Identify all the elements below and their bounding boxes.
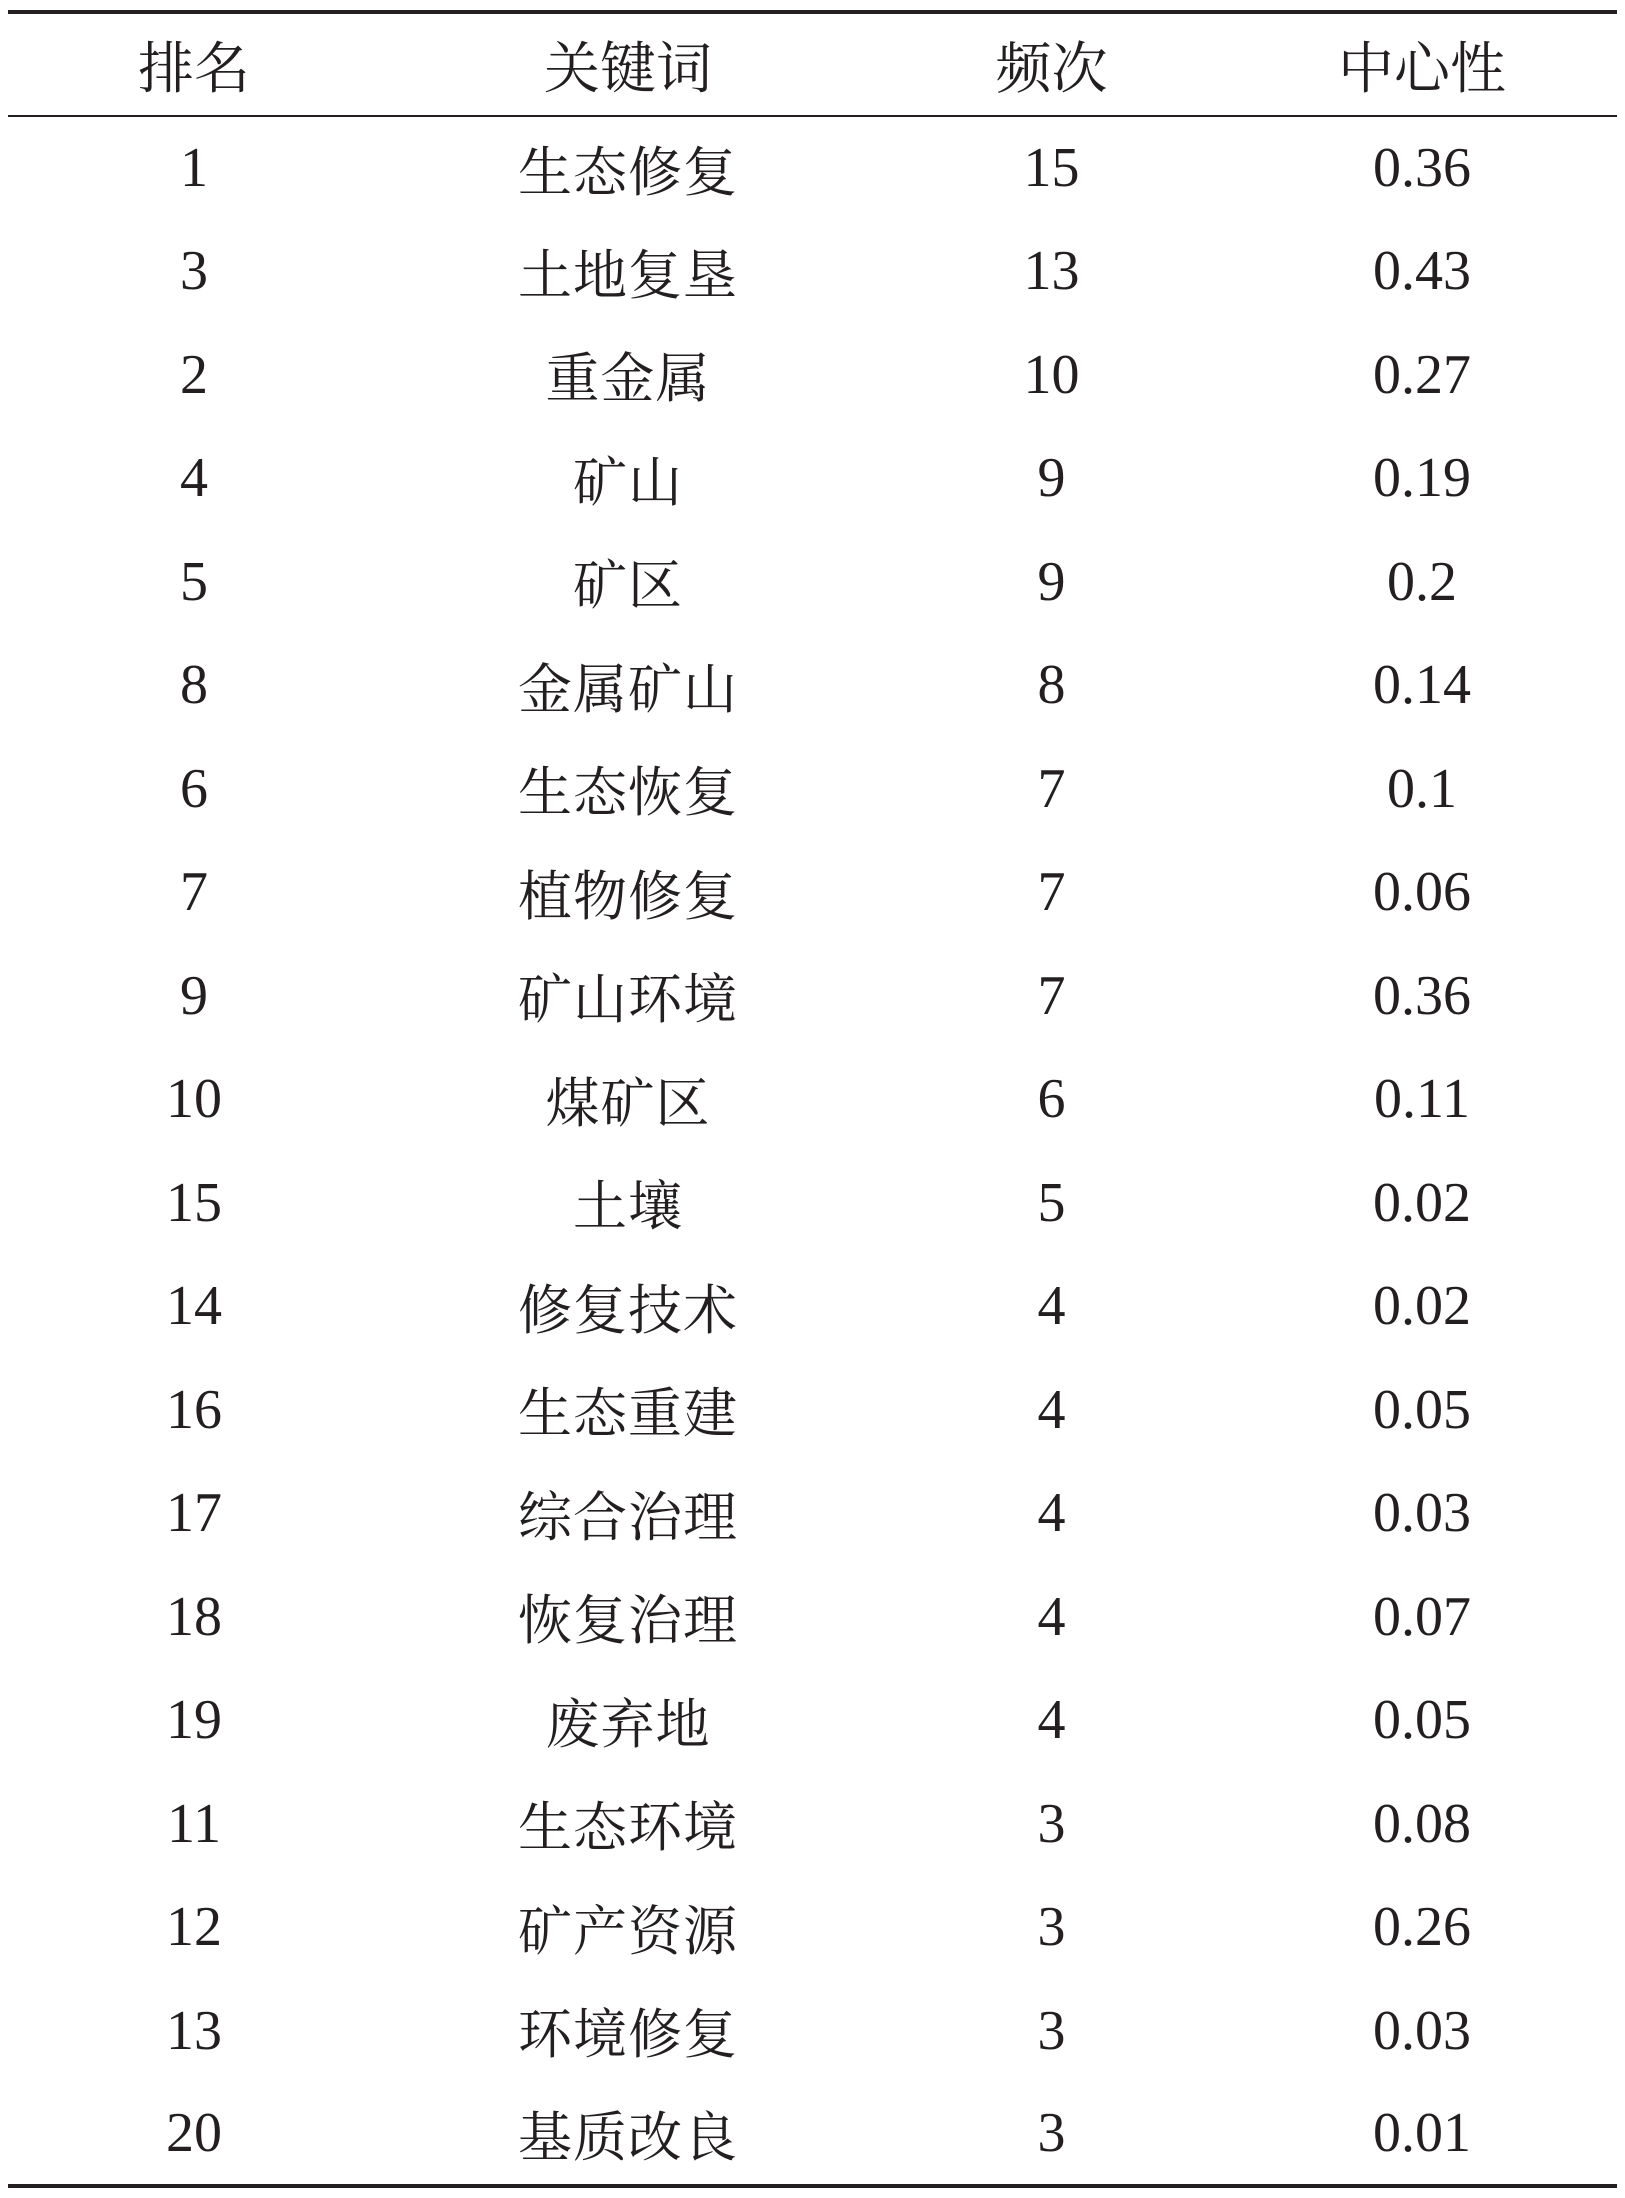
table-row — [8, 427, 1617, 531]
header-centrality: 中心性 — [1227, 12, 1617, 116]
rank-cell: 2 — [180, 343, 208, 406]
centrality-cell: 0.02 — [1373, 1275, 1471, 1338]
keyword-cell: 生态环境 — [518, 1796, 738, 1860]
rank-cell: 17 — [166, 1482, 222, 1545]
frequency-cell: 5 — [1037, 1171, 1066, 1234]
frequency-cell: 4 — [1037, 1482, 1066, 1545]
frequency-cell: 4 — [1037, 1585, 1066, 1648]
header-keyword: 关键词 — [380, 12, 876, 116]
rank-cell: 7 — [180, 861, 208, 924]
centrality-cell: 0.36 — [1373, 137, 1471, 200]
frequency-cell: 9 — [1037, 550, 1066, 613]
frequency-cell: 8 — [1037, 654, 1066, 717]
rank-cell: 15 — [166, 1171, 222, 1234]
rank-cell: 11 — [167, 1792, 221, 1855]
table-body — [8, 116, 1617, 2186]
table-row — [8, 841, 1617, 945]
keyword-cell: 生态修复 — [518, 140, 738, 204]
frequency-cell: 4 — [1037, 1689, 1066, 1752]
keyword-cell: 矿山环境 — [518, 968, 738, 1032]
rank-cell: 3 — [180, 240, 208, 303]
table-row — [8, 1358, 1617, 1462]
keyword-cell: 修复技术 — [518, 1278, 738, 1342]
frequency-cell: 10 — [1023, 343, 1080, 406]
rank-cell: 5 — [180, 550, 208, 613]
table-row — [8, 1876, 1617, 1980]
rank-cell: 1 — [180, 137, 208, 200]
table-row — [8, 944, 1617, 1048]
centrality-cell: 0.03 — [1373, 1482, 1471, 1545]
keyword-cell: 生态恢复 — [518, 761, 738, 825]
keyword-cell: 土壤 — [573, 1175, 683, 1239]
keyword-cell: 生态重建 — [518, 1382, 738, 1446]
centrality-cell: 0.14 — [1373, 654, 1471, 717]
centrality-cell: 0.43 — [1373, 240, 1471, 303]
frequency-cell: 7 — [1037, 757, 1066, 820]
keyword-cell: 废弃地 — [545, 1692, 711, 1756]
table-row — [8, 1772, 1617, 1876]
table-row — [8, 1462, 1617, 1566]
centrality-cell: 0.26 — [1373, 1896, 1471, 1959]
frequency-cell: 7 — [1037, 861, 1066, 924]
rank-cell: 14 — [166, 1275, 222, 1338]
centrality-cell: 0.06 — [1373, 861, 1471, 924]
frequency-cell: 3 — [1037, 1896, 1066, 1959]
rank-cell: 16 — [166, 1378, 222, 1441]
keyword-cell: 矿区 — [573, 554, 683, 618]
centrality-cell: 0.1 — [1387, 757, 1457, 820]
table-row — [8, 634, 1617, 738]
rank-cell: 10 — [166, 1068, 222, 1131]
keyword-cell: 矿产资源 — [518, 1899, 738, 1963]
keyword-cell: 恢复治理 — [518, 1589, 738, 1653]
keyword-cell: 土地复垦 — [518, 243, 738, 307]
centrality-cell: 0.19 — [1373, 447, 1471, 510]
centrality-cell: 0.08 — [1373, 1792, 1471, 1855]
table-row — [8, 1565, 1617, 1669]
keyword-table — [8, 10, 1617, 2188]
frequency-cell: 13 — [1023, 240, 1080, 303]
table-row — [8, 530, 1617, 634]
rank-cell: 6 — [180, 757, 208, 820]
rank-cell: 12 — [166, 1896, 222, 1959]
keyword-table-container — [8, 10, 1617, 2188]
frequency-cell: 4 — [1037, 1275, 1066, 1338]
table-header — [8, 12, 1617, 116]
table-row — [8, 323, 1617, 427]
header-rank: 排名 — [8, 12, 380, 116]
table-row — [8, 1669, 1617, 1773]
rank-cell: 9 — [180, 964, 208, 1027]
keyword-cell: 金属矿山 — [518, 657, 738, 721]
table-row — [8, 1048, 1617, 1152]
frequency-cell: 9 — [1037, 447, 1066, 510]
rank-cell: 20 — [8, 2083, 380, 2187]
frequency-cell: 15 — [1023, 137, 1080, 200]
keyword-cell: 煤矿区 — [545, 1071, 711, 1135]
keyword-cell: 基质改良 — [380, 2083, 876, 2187]
keyword-cell: 植物修复 — [518, 864, 738, 928]
rank-cell: 18 — [166, 1585, 222, 1648]
table-row — [8, 116, 1617, 220]
centrality-cell: 0.36 — [1373, 964, 1471, 1027]
frequency-cell: 3 — [876, 2083, 1227, 2187]
centrality-cell: 0.11 — [1374, 1068, 1470, 1131]
keyword-cell: 矿山 — [573, 450, 683, 514]
rank-cell: 8 — [180, 654, 208, 717]
rank-cell: 19 — [166, 1689, 222, 1752]
table-row — [8, 2083, 1617, 2187]
frequency-cell: 3 — [1037, 1792, 1066, 1855]
centrality-cell: 0.07 — [1373, 1585, 1471, 1648]
centrality-cell: 0.05 — [1373, 1378, 1471, 1441]
centrality-cell: 0.02 — [1373, 1171, 1471, 1234]
frequency-cell: 6 — [1037, 1068, 1066, 1131]
keyword-cell: 环境修复 — [518, 2003, 738, 2067]
frequency-cell: 4 — [1037, 1378, 1066, 1441]
centrality-cell: 0.27 — [1373, 343, 1471, 406]
table-row — [8, 737, 1617, 841]
centrality-cell: 0.05 — [1373, 1689, 1471, 1752]
rank-cell: 4 — [180, 447, 208, 510]
table-row — [8, 1151, 1617, 1255]
table-row — [8, 1979, 1617, 2083]
frequency-cell: 7 — [1037, 964, 1066, 1027]
header-frequency: 频次 — [876, 12, 1227, 116]
keyword-cell: 综合治理 — [518, 1485, 738, 1549]
centrality-cell: 0.01 — [1227, 2083, 1617, 2187]
keyword-cell: 重金属 — [545, 347, 711, 411]
table-row — [8, 1255, 1617, 1359]
rank-cell: 13 — [166, 1999, 222, 2062]
frequency-cell: 3 — [1037, 1999, 1066, 2062]
centrality-cell: 0.03 — [1373, 1999, 1471, 2062]
table-row — [8, 220, 1617, 324]
centrality-cell: 0.2 — [1387, 550, 1457, 613]
header-row — [8, 12, 1617, 116]
